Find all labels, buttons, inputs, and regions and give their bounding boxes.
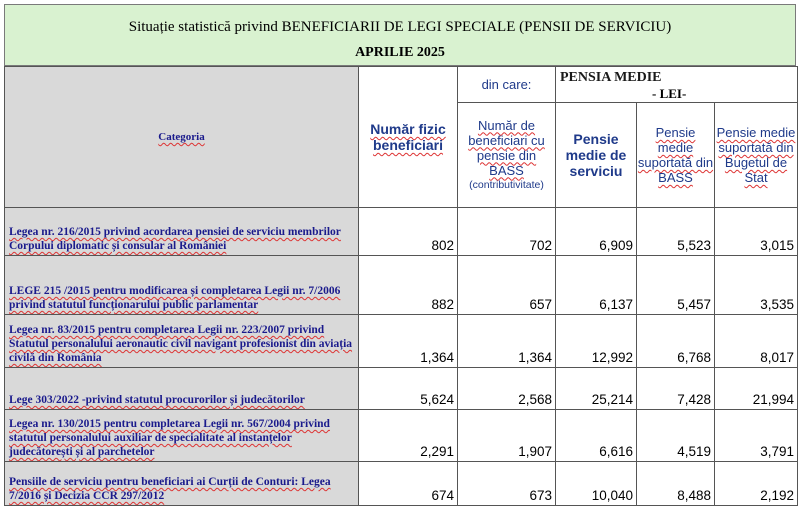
row-category[interactable] [5,208,359,256]
cell-sup-stat[interactable]: 3,015 [715,208,798,256]
header-suportata-stat[interactable] [715,103,798,208]
cell-numar[interactable]: 882 [359,256,458,315]
cell-bass[interactable]: 1,907 [458,410,556,462]
header-din-care-label: din care: [481,77,532,92]
row-category-text: Legea nr. 216/2015 privind acordarea pensiei de serviciu membrilor Corpului diplomatic și consular al României [9,226,341,252]
table-row [5,256,798,315]
cell-numar[interactable]: 674 [359,462,458,506]
table-row [5,368,798,410]
row-category-text: Pensiile de serviciu pentru beneficiari ai Curții de Conturi: Legea 7/2016 și Decizia CCR 297/2012 [9,476,331,502]
cell-sup-bass[interactable]: 8,488 [637,462,715,506]
cell-medie[interactable]: 25,214 [556,368,637,410]
header-medie-serviciu-label: Pensie medie de serviciu [565,131,627,179]
cell-sup-bass[interactable]: 4,519 [637,410,715,462]
header-categoria-label: Categoria [158,131,205,143]
cell-medie[interactable]: 6,616 [556,410,637,462]
table-row [5,462,798,506]
cell-bass[interactable]: 702 [458,208,556,256]
title-main: BENEFICIARII DE LEGI SPECIALE (PENSII DE SERVICIU) [281,19,672,35]
cell-numar[interactable]: 802 [359,208,458,256]
cell-sup-bass[interactable]: 6,768 [637,315,715,368]
header-categoria[interactable] [5,67,359,208]
cell-sup-bass[interactable]: 7,428 [637,368,715,410]
header-pensia-medie-title: PENSIA MEDIE [560,70,662,85]
header-pensia-medie[interactable] [556,67,798,103]
row-category-text: Lege 303/2022 -privind statutul procurorilor și judecătorilor [9,394,305,406]
row-category[interactable] [5,462,359,506]
header-suportata-stat-label: Pensie medie suportată din Bugetul de Stat [716,125,796,185]
cell-sup-stat[interactable]: 3,535 [715,256,798,315]
cell-numar[interactable]: 2,291 [359,410,458,462]
header-bass-note: (contributivitate) [469,178,544,191]
header-numar-fizic-label: Număr fizic beneficiari [370,121,446,153]
cell-bass[interactable]: 673 [458,462,556,506]
cell-sup-bass[interactable]: 5,457 [637,256,715,315]
cell-bass[interactable]: 2,568 [458,368,556,410]
header-suportata-bass[interactable] [637,103,715,208]
cell-sup-stat[interactable]: 2,192 [715,462,798,506]
row-category-text: Legea nr. 130/2015 pentru completarea Legii nr. 567/2004 privind statutul personalului auxiliar de specialitate al instanțelor judecătorești și al parchetelor [9,418,330,458]
title-line-1 [5,19,795,36]
table-row [5,315,798,368]
title-month: APRILIE 2025 [355,45,445,60]
header-bass-label: Număr de beneficiari cu pensie din BASS [468,117,545,178]
cell-numar[interactable]: 5,624 [359,368,458,410]
data-table [4,66,798,506]
cell-numar[interactable]: 1,364 [359,315,458,368]
row-category-text: Legea nr. 83/2015 pentru completarea Legii nr. 223/2007 privind Statutul personalului aeronautic civil navigant profesionist din aviația civilă din România [9,324,353,364]
row-category[interactable] [5,368,359,410]
header-suportata-bass-label: Pensie medie suportată din BASS [637,125,714,185]
title-prefix: Situație statistică privind [128,19,282,35]
cell-medie[interactable]: 10,040 [556,462,637,506]
cell-medie[interactable]: 6,909 [556,208,637,256]
cell-sup-stat[interactable]: 8,017 [715,315,798,368]
header-din-care[interactable] [458,67,556,103]
cell-sup-stat[interactable]: 21,994 [715,368,798,410]
header-bass-beneficiari[interactable] [458,103,556,208]
header-medie-serviciu[interactable] [556,103,637,208]
table-row [5,208,798,256]
cell-sup-stat[interactable]: 3,791 [715,410,798,462]
cell-bass[interactable]: 1,364 [458,315,556,368]
cell-medie[interactable]: 6,137 [556,256,637,315]
header-numar-fizic[interactable] [359,67,458,208]
title-box [4,4,796,66]
row-category[interactable] [5,410,359,462]
cell-bass[interactable]: 657 [458,256,556,315]
row-category[interactable] [5,315,359,368]
cell-sup-bass[interactable]: 5,523 [637,208,715,256]
table-row [5,410,798,462]
cell-medie[interactable]: 12,992 [556,315,637,368]
header-lei: - LEI- [652,86,687,101]
row-category[interactable] [5,256,359,315]
row-category-text: LEGE 215 /2015 pentru modificarea și completarea Legii nr. 7/2006 privind statutul funcționarului public parlamentar [9,285,341,311]
